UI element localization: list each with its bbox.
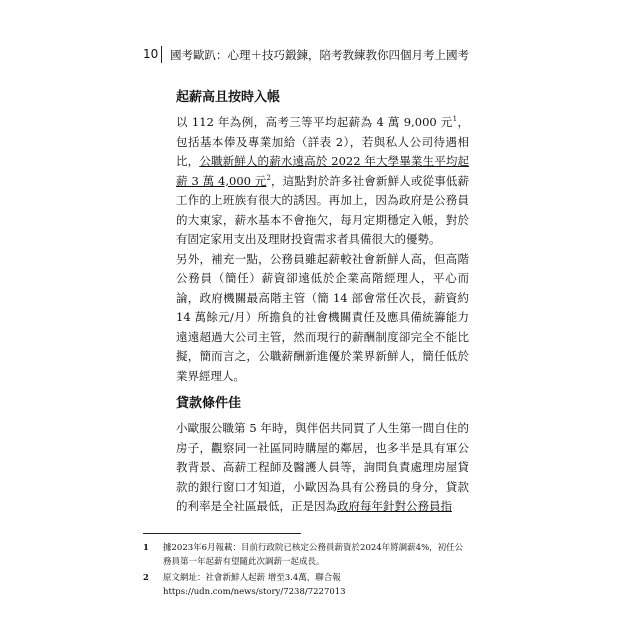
text-run: ，這點對於許多社會新鮮人或從事低薪工作的上班族有很大的誘因。再加上，因為政府是公務員的大東家，薪水基本不會拖欠，每月定期穩定入帳，對於有固定家用支出及理財投資需求者具備很大的優勢。 [176,173,469,246]
running-header [143,46,503,64]
header-divider [161,46,162,63]
section-heading-salary: 起薪高且按時入帳 [176,90,281,105]
text-run: 小歐服公職第 5 年時，與伴侶共同買了人生第一間自住的房子，觀察同一社區同時購屋的鄰居，也多半是具有軍公教背景、高薪工程師及醫護人員等，詢問負責處理房屋貸款的銀行窗口才知道，小歐因為具有公務員的身分，貸款的利率是全社區最低，正是因為 [176,421,469,513]
footnote-1 [143,541,469,569]
footnote-2 [143,571,469,599]
footnote-mark: 2 [143,573,149,583]
footnote-ref-1: 1 [452,115,458,124]
underlined-text: 公職新鮮人的薪水遠高於 2022 年大學畢業生平均起薪 3 萬 4,000 元 [176,154,470,188]
footnote-text: 原文網址：社會新鮮人起薪 增至3.4萬，聯合報 https://udn.com/news/story/7238/7227013 [163,573,346,597]
footnotes [143,541,469,601]
paragraph-salary-1 [176,113,469,250]
page-number: 10 [143,47,159,61]
footnote-divider [143,533,301,534]
footnote-mark: 1 [143,543,149,553]
text-run: ，包括基本俸及專業加給（詳表 2），若與私人公司待遇相比， [176,115,469,168]
section-heading-loan: 貸款條件佳 [176,396,242,411]
main-content [176,88,469,517]
paragraph-salary-2: 另外，補充一點，公務員雖起薪較社會新鮮人高，但高階公務員（簡任）薪資卻遠低於企業高階經理人，平心而論，政府機關最高階主管（簡 14 部會常任次長，薪資約 14 萬餘元/月）所擔負的社會機關責任及應具備統籌能力遠遠超過大公司主管，然而現行的薪酬制度卻完全不能比擬，簡而言之，公職薪酬新進優於業界新鮮人，簡任低於業界經理人。 [176,251,469,383]
paragraph-loan-1 [176,419,469,517]
running-title: 國考歐趴：心理＋技巧鍛鍊，陪考教練教你四個月考上國考 [170,48,469,62]
footnote-ref-2: 2 [266,173,271,182]
footnote-text: 據2023年6月報載：目前行政院已核定公務員薪資於2024年將調薪4%，初任公務員第一年起薪有望隨此次調薪一起成長。 [163,543,464,567]
underlined-text: 政府每年針對公務員指 [337,499,452,513]
text-run: 以 112 年為例，高考三等平均起薪為 4 萬 9,000 元 [176,115,453,129]
